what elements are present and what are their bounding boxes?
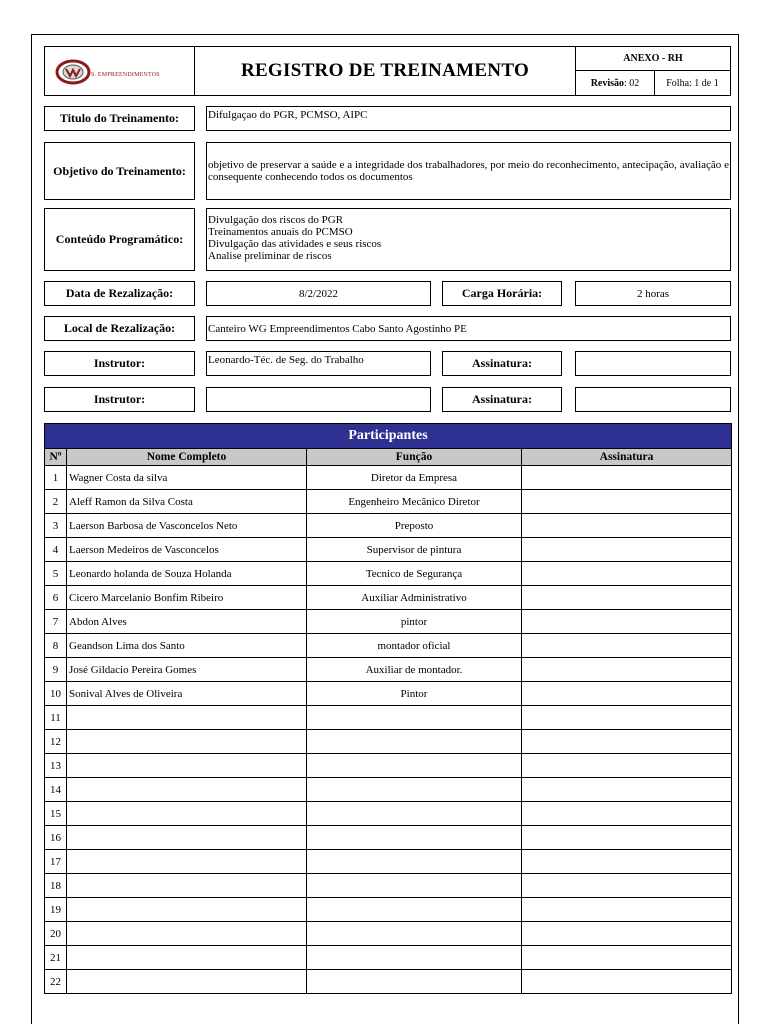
- participant-signature[interactable]: [522, 850, 732, 874]
- carga-field[interactable]: [575, 281, 731, 306]
- participant-signature[interactable]: [522, 562, 732, 586]
- table-row: [45, 634, 732, 658]
- row-number: 4: [45, 538, 67, 562]
- row-number: 14: [45, 778, 67, 802]
- participants-table: [44, 423, 732, 994]
- participant-signature[interactable]: [522, 754, 732, 778]
- row-number: 19: [45, 898, 67, 922]
- row-number: 18: [45, 874, 67, 898]
- participant-name[interactable]: Sonival Alves de Oliveira: [67, 682, 307, 706]
- local-value: Canteiro WG Empreendimentos Cabo Santo Agostinho PE: [208, 322, 467, 335]
- participant-name[interactable]: Laerson Medeiros de Vasconcelos: [67, 538, 307, 562]
- participant-signature[interactable]: [522, 730, 732, 754]
- participant-signature[interactable]: [522, 826, 732, 850]
- participant-name[interactable]: [67, 874, 307, 898]
- participant-name[interactable]: Leonardo holanda de Souza Holanda: [67, 562, 307, 586]
- row-number: 16: [45, 826, 67, 850]
- assinatura-label: Assinatura:: [442, 387, 562, 412]
- conteudo-line: Divulgação dos riscos do PGR: [208, 214, 344, 226]
- carga-value: 2 horas: [636, 287, 670, 300]
- participant-signature[interactable]: [522, 514, 732, 538]
- assinatura-field[interactable]: [575, 351, 731, 376]
- participant-function[interactable]: Engenheiro Mecânico Diretor: [307, 490, 522, 514]
- row-number: 17: [45, 850, 67, 874]
- participant-name[interactable]: José Gildacio Pereira Gomes: [67, 658, 307, 682]
- participant-name[interactable]: [67, 778, 307, 802]
- carga-label: Carga Horária:: [442, 281, 562, 306]
- col-num-header: Nº: [45, 449, 67, 466]
- objetivo-label: Objetivo do Treinamento:: [44, 142, 195, 200]
- row-number: 13: [45, 754, 67, 778]
- data-field[interactable]: [206, 281, 431, 306]
- participant-signature[interactable]: [522, 874, 732, 898]
- participant-function[interactable]: Supervisor de pintura: [307, 538, 522, 562]
- participant-name[interactable]: Abdon Alves: [67, 610, 307, 634]
- row-number: 20: [45, 922, 67, 946]
- table-row: [45, 514, 732, 538]
- participant-function[interactable]: [307, 754, 522, 778]
- anexo-label: ANEXO - RH: [623, 53, 683, 64]
- participant-function[interactable]: [307, 802, 522, 826]
- table-row: [45, 730, 732, 754]
- table-row: [45, 562, 732, 586]
- revisao-value: : 02: [624, 77, 640, 89]
- participant-signature[interactable]: [522, 706, 732, 730]
- participant-signature[interactable]: [522, 802, 732, 826]
- participant-function[interactable]: [307, 874, 522, 898]
- participant-name[interactable]: [67, 850, 307, 874]
- col-func-header: Função: [307, 449, 522, 466]
- conteudo-field[interactable]: [206, 208, 731, 271]
- table-row: [45, 658, 732, 682]
- table-row: [45, 682, 732, 706]
- participant-name[interactable]: Laerson Barbosa de Vasconcelos Neto: [67, 514, 307, 538]
- participant-name[interactable]: [67, 730, 307, 754]
- col-name-header: Nome Completo: [67, 449, 307, 466]
- table-row: [45, 754, 732, 778]
- instrutor-label: Instrutor:: [44, 387, 195, 412]
- instrutor-field[interactable]: [206, 351, 431, 376]
- revisao-label: Revisão: [590, 77, 625, 89]
- page-title: REGISTRO DE TREINAMENTO: [240, 60, 530, 81]
- anexo-box: [575, 46, 731, 71]
- participant-function[interactable]: [307, 730, 522, 754]
- table-row: [45, 874, 732, 898]
- row-number: 3: [45, 514, 67, 538]
- row-number: 11: [45, 706, 67, 730]
- titulo-field[interactable]: [206, 106, 731, 131]
- participants-title: Participantes: [45, 424, 732, 449]
- participant-signature[interactable]: [522, 922, 732, 946]
- row-number: 9: [45, 658, 67, 682]
- title-box: [194, 46, 576, 96]
- row-number: 7: [45, 610, 67, 634]
- participant-signature[interactable]: [522, 586, 732, 610]
- instrutor-field[interactable]: [206, 387, 431, 412]
- row-number: 21: [45, 946, 67, 970]
- row-number: 22: [45, 970, 67, 994]
- participant-function[interactable]: Diretor da Empresa: [307, 466, 522, 490]
- participant-function[interactable]: [307, 706, 522, 730]
- table-row: [45, 586, 732, 610]
- table-row: [45, 850, 732, 874]
- logo-box: [44, 46, 195, 96]
- conteudo-line: Treinamentos anuais do PCMSO: [208, 226, 353, 238]
- titulo-value: Difulgaçao do PGR, PCMSO, AIPC: [208, 109, 368, 121]
- table-row: [45, 922, 732, 946]
- participant-signature[interactable]: [522, 658, 732, 682]
- local-label: Local de Rezalização:: [44, 316, 195, 341]
- participant-name[interactable]: Aleff Ramon da Silva Costa: [67, 490, 307, 514]
- row-number: 12: [45, 730, 67, 754]
- participant-function[interactable]: Pintor: [307, 682, 522, 706]
- participant-signature[interactable]: [522, 970, 732, 994]
- participant-name[interactable]: [67, 970, 307, 994]
- participant-signature[interactable]: [522, 634, 732, 658]
- participant-signature[interactable]: [522, 778, 732, 802]
- participant-name[interactable]: [67, 754, 307, 778]
- participant-function[interactable]: Tecnico de Segurança: [307, 562, 522, 586]
- row-number: 6: [45, 586, 67, 610]
- participant-function[interactable]: [307, 778, 522, 802]
- data-value: 8/2/2022: [298, 287, 339, 300]
- table-row: [45, 946, 732, 970]
- table-row: [45, 826, 732, 850]
- participant-signature[interactable]: [522, 898, 732, 922]
- participant-function[interactable]: [307, 850, 522, 874]
- logo-text: S. EMPREENDIMENTOS: [91, 72, 160, 78]
- table-row: [45, 778, 732, 802]
- company-logo-icon: [55, 57, 95, 87]
- participant-function[interactable]: pintor: [307, 610, 522, 634]
- assinatura-field[interactable]: [575, 387, 731, 412]
- conteudo-label: Conteúdo Programático:: [44, 208, 195, 271]
- participant-name[interactable]: [67, 706, 307, 730]
- participant-function[interactable]: Auxiliar de montador.: [307, 658, 522, 682]
- titulo-label: Titulo do Treinamento:: [44, 106, 195, 131]
- table-row: [45, 538, 732, 562]
- participant-function[interactable]: [307, 922, 522, 946]
- instrutor-value: Leonardo-Téc. de Seg. do Trabalho: [208, 354, 364, 366]
- table-row: [45, 898, 732, 922]
- table-row: [45, 706, 732, 730]
- participant-name[interactable]: [67, 946, 307, 970]
- participant-name[interactable]: Wagner Costa da silva: [67, 466, 307, 490]
- revisao-box: [575, 70, 655, 96]
- participant-signature[interactable]: [522, 610, 732, 634]
- folha-box: [654, 70, 731, 96]
- assinatura-label: Assinatura:: [442, 351, 562, 376]
- participant-function[interactable]: [307, 946, 522, 970]
- objetivo-field[interactable]: [206, 142, 731, 200]
- participant-function[interactable]: [307, 826, 522, 850]
- participant-signature[interactable]: [522, 538, 732, 562]
- participant-name[interactable]: Geandson Lima dos Santo: [67, 634, 307, 658]
- conteudo-line: Divulgação das atividades e seus riscos: [208, 238, 382, 250]
- row-number: 2: [45, 490, 67, 514]
- participant-signature[interactable]: [522, 490, 732, 514]
- participant-name[interactable]: Cicero Marcelanio Bonfim Ribeiro: [67, 586, 307, 610]
- local-field[interactable]: [206, 316, 731, 341]
- table-row: [45, 610, 732, 634]
- row-number: 1: [45, 466, 67, 490]
- participant-name[interactable]: [67, 922, 307, 946]
- conteudo-line: Analise preliminar de riscos: [208, 250, 332, 262]
- row-number: 15: [45, 802, 67, 826]
- objetivo-value: objetivo de preservar a saúde e a integridade dos trabalhadores, por meio do reconhecimento, antecipação, avaliação e consequente conhecendo todos os documentos: [208, 159, 729, 183]
- participant-function[interactable]: montador oficial: [307, 634, 522, 658]
- participant-signature[interactable]: [522, 946, 732, 970]
- row-number: 5: [45, 562, 67, 586]
- participant-name[interactable]: [67, 898, 307, 922]
- table-row: [45, 802, 732, 826]
- col-sign-header: Assinatura: [522, 449, 732, 466]
- participant-name[interactable]: [67, 826, 307, 850]
- row-number: 8: [45, 634, 67, 658]
- table-row: [45, 490, 732, 514]
- participant-name[interactable]: [67, 802, 307, 826]
- row-number: 10: [45, 682, 67, 706]
- data-label: Data de Rezalização:: [44, 281, 195, 306]
- participant-signature[interactable]: [522, 682, 732, 706]
- participant-signature[interactable]: [522, 466, 732, 490]
- table-row: [45, 466, 732, 490]
- folha-value: Folha: 1 de 1: [666, 77, 719, 89]
- table-row: [45, 970, 732, 994]
- participant-function[interactable]: [307, 898, 522, 922]
- participant-function[interactable]: Preposto: [307, 514, 522, 538]
- instrutor-label: Instrutor:: [44, 351, 195, 376]
- participant-function[interactable]: Auxiliar Administrativo: [307, 586, 522, 610]
- participant-function[interactable]: [307, 970, 522, 994]
